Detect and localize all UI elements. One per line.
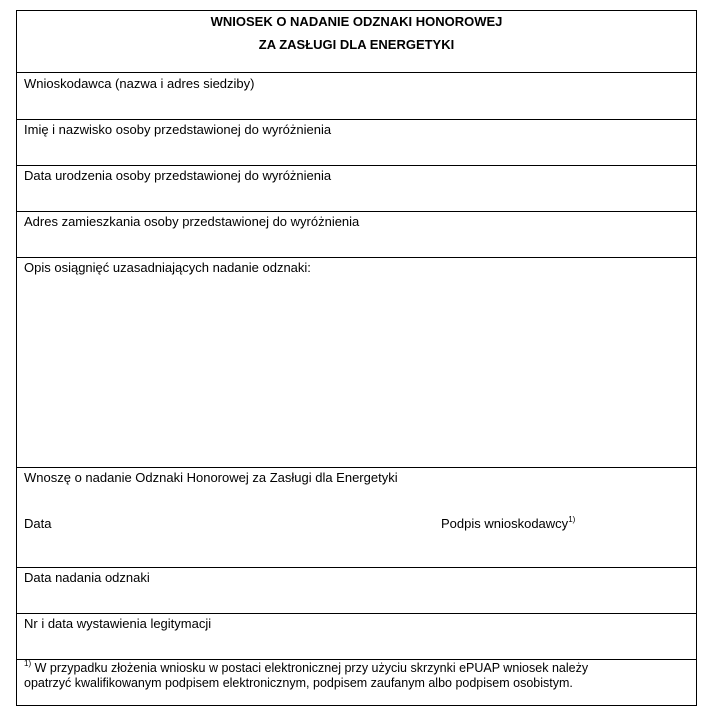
form-header [17,11,696,73]
footnote-text [24,661,689,691]
signature-footnote-ref: 1) [568,515,576,524]
request-label: Wnoszę o nadanie Odznaki Honorowej za Zasługi dla Energetyki [24,470,398,485]
full-name-field[interactable] [17,120,696,166]
footnote-line1: W przypadku złożenia wniosku w postaci elektronicznej przy użyciu skrzynki ePUAP wniosek należy [31,661,589,675]
birth-date-field[interactable] [17,166,696,212]
form-title-line1: WNIOSEK O NADANIE ODZNAKI HONOROWEJ [210,14,503,29]
applicant-label: Wnioskodawca (nazwa i adres siedziby) [24,76,255,91]
signature-text: Podpis wnioskodawcy [441,516,569,531]
award-date-label: Data nadania odznaki [24,570,150,585]
achievements-field[interactable] [17,258,696,468]
form-title-line2: ZA ZASŁUGI DLA ENERGETYKI [258,37,455,52]
id-number-label: Nr i data wystawienia legitymacji [24,616,212,631]
applicant-field[interactable] [17,73,696,120]
address-field[interactable] [17,212,696,258]
address-label: Adres zamieszkania osoby przedstawionej do wyróżnienia [24,214,360,229]
date-label[interactable]: Data [24,516,52,531]
birth-date-label: Data urodzenia osoby przedstawionej do wyróżnienia [24,168,332,183]
footnote-section [17,660,696,705]
footnote-line2: opatrzyć kwalifikowanym podpisem elektronicznym, podpisem zaufanym albo podpisem osobistym. [24,676,573,690]
request-section [17,468,696,568]
application-form [16,10,697,706]
footnote-ref: 1) [24,659,32,668]
id-number-field[interactable] [17,614,696,660]
full-name-label: Imię i nazwisko osoby przedstawionej do wyróżnienia [24,122,332,137]
signature-label[interactable] [441,516,575,531]
achievements-label: Opis osiągnięć uzasadniających nadanie odznaki: [24,260,311,275]
award-date-field[interactable] [17,568,696,614]
